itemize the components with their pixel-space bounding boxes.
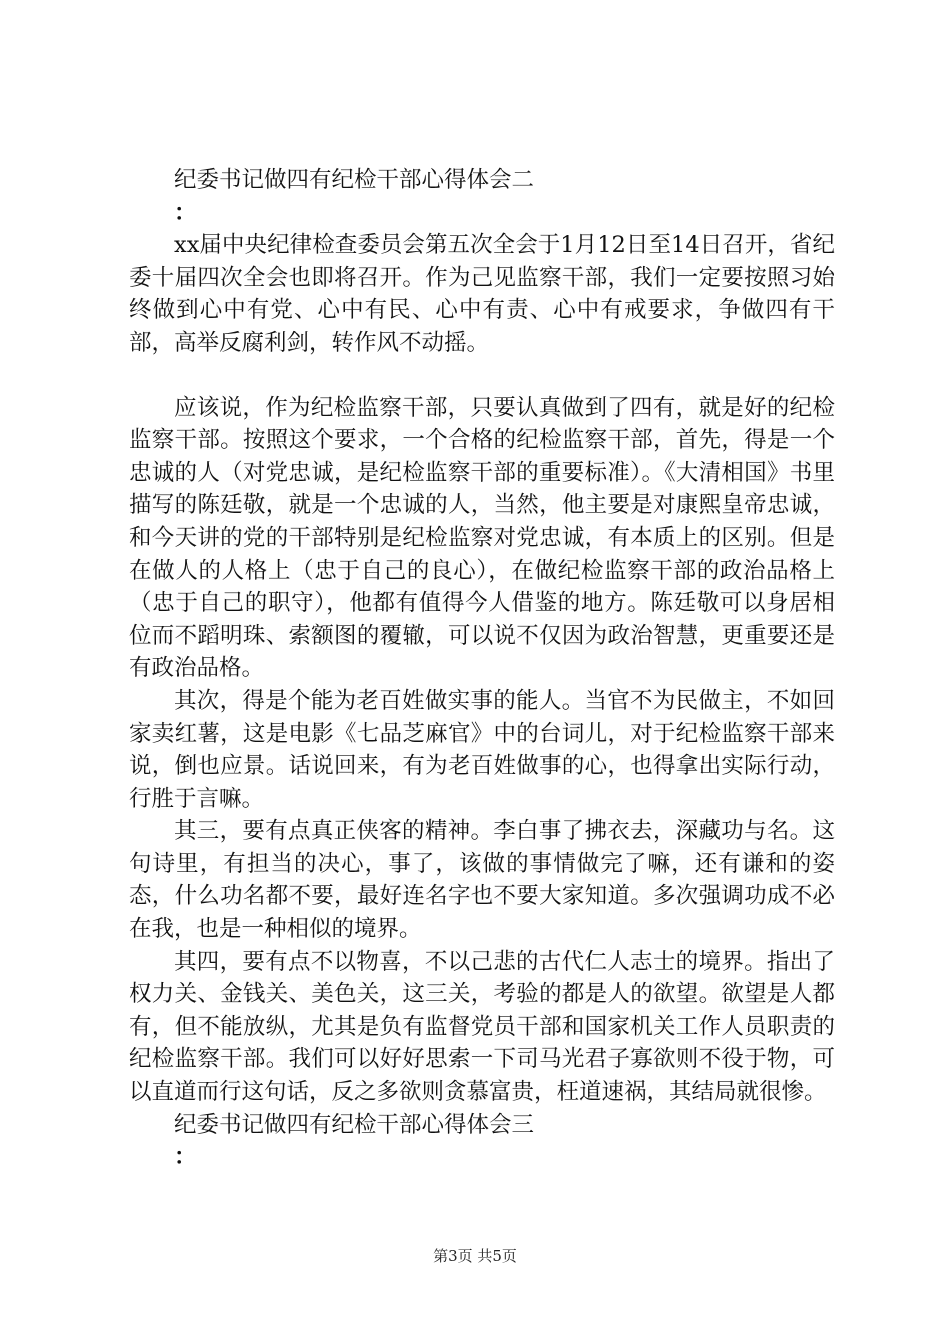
section-heading-2: 纪委书记做四有纪检干部心得体会二 [174,167,535,193]
paragraph-5: 其四，要有点不以物喜，不以己悲的古代仁人志士的境界。指出了权力关、金钱关、美色关，这三关，考验的都是人的欲望。欲望是人都有，但不能放纵，尤其是负有监督党员干部和国家机关工作人员职责的纪检监察干部。我们可以好好思索一下司马光君子寡欲则不役于物，可以直道而行这句话，反之多欲则贪慕富贵，枉道速祸，其结局就很惨。 [129,948,835,1106]
paragraph-2: 应该说，作为纪检监察干部，只要认真做到了四有，就是好的纪检监察干部。按照这个要求，一个合格的纪检监察干部，首先，得是一个忠诚的人（对党忠诚，是纪检监察干部的重要标准）。《大清相国》书里描写的陈廷敬，就是一个忠诚的人，当然，他主要是对康熙皇帝忠诚，和今天讲的党的干部特别是纪检监察对党忠诚，有本质上的区别。但是在做人的人格上（忠于自己的良心），在做纪检监察干部的政治品格上（忠于自己的职守），他都有值得今人借鉴的地方。陈廷敬可以身居相位而不蹈明珠、索额图的覆辙，可以说不仅因为政治智慧，更重要还是有政治品格。 [129,394,835,682]
section-heading-3-colon: ： [174,1144,197,1171]
section-heading-3: 纪委书记做四有纪检干部心得体会三 [174,1111,535,1138]
paragraph-1: xx届中央纪律检查委员会第五次全会于1月12日至14日召开，省纪委十届四次全会也即将召开。作为己见监察干部，我们一定要按照习始终做到心中有党、心中有民、心中有责、心中有戒要求，争做四有干部，高举反腐利剑，转作风不动摇。 [129,232,835,356]
paragraph-3: 其次，得是个能为老百姓做实事的能人。当官不为民做主，不如回家卖红薯，这是电影《七品芝麻官》中的台词儿，对于纪检监察干部来说，倒也应景。话说回来，有为老百姓做事的心，也得拿出实际行动，行胜于言嘛。 [129,687,835,812]
page-footer: 第3页 共5页 [433,1247,517,1265]
section-heading-2-colon: ： [174,199,197,226]
paragraph-4: 其三，要有点真正侠客的精神。李白事了拂衣去，深藏功与名。这句诗里，有担当的决心，事了，该做的事情做完了嘛，还有谦和的姿态，什么功名都不要，最好连名字也不要大家知道。多次强调功成不必在我，也是一种相似的境界。 [129,818,835,943]
document-body [129,164,835,1174]
paragraph-spacer [129,360,835,392]
